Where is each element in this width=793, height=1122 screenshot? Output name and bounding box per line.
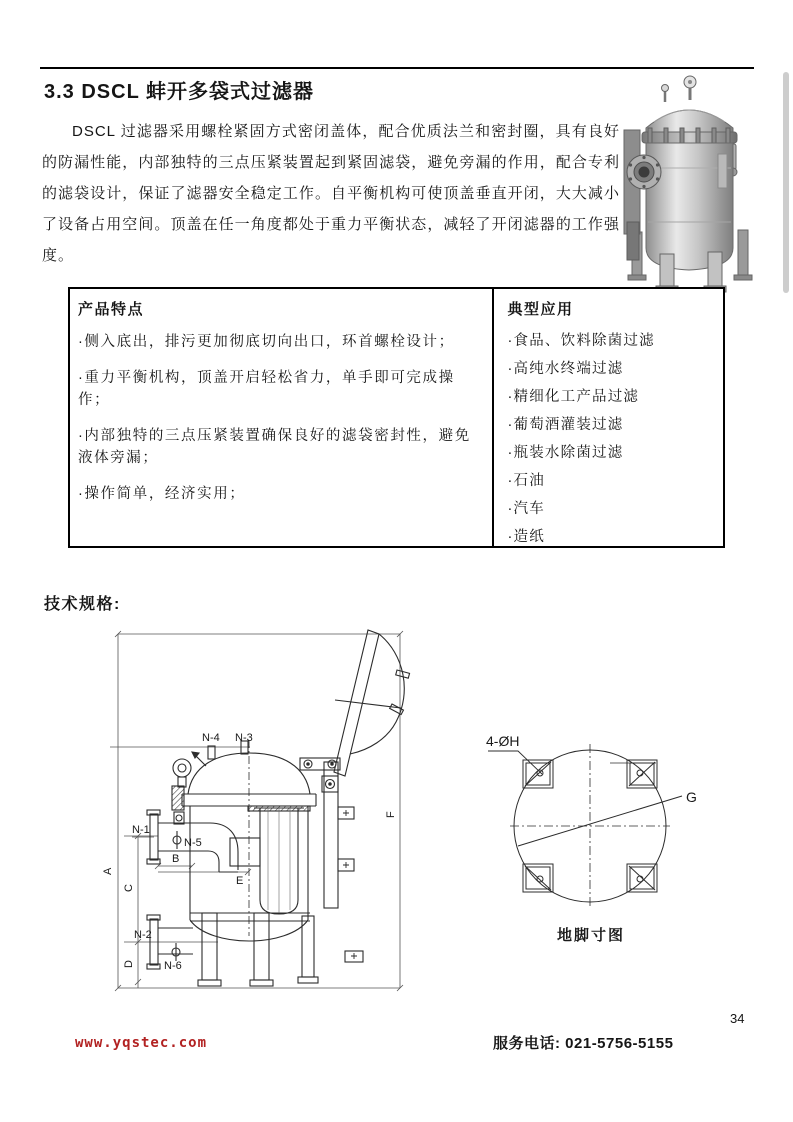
product-photo	[618, 72, 758, 294]
feature-item: ·内部独特的三点压紧装置确保良好的滤袋密封性，避免 液体旁漏；	[78, 428, 471, 466]
intro-paragraph	[42, 116, 620, 271]
section-title: 3.3 DSCL 蚌开多袋式过滤器	[44, 81, 314, 103]
application-item: ·造纸	[507, 529, 545, 545]
application-item: ·食品、饮料除菌过滤	[507, 333, 655, 349]
page-number: 34	[730, 1011, 745, 1026]
footer-website: www.yqstec.com	[75, 1035, 208, 1051]
nozzle-label-n3: N-3	[235, 732, 253, 744]
intro-text: DSCL 过滤器采用螺栓紧固方式密闭盖体，配合优质法兰和密封圈，具有良好的防漏性能，内部独特的三点压紧装置起到紧固滤袋，避免旁漏的作用，配合专利的滤袋设计，保证了滤器安全稳定工作。自平衡机构可使顶盖垂直开闭，大大减小了设备占用空间。顶盖在任一角度都处于重力平衡状态，减轻了开闭滤器的工作强度。	[42, 123, 620, 264]
application-item: ·高纯水终端过滤	[507, 361, 624, 377]
technical-drawing-side-view	[98, 620, 420, 1004]
foot-hole-label: 4-ØH	[486, 733, 520, 749]
nozzle-label-n5: N-5	[184, 837, 202, 849]
foot-g-label: G	[686, 789, 697, 805]
nozzle-label-n4: N-4	[202, 732, 220, 744]
application-item: ·石油	[507, 473, 545, 489]
applications-column	[492, 289, 723, 546]
technical-drawing-foot-plan	[460, 702, 722, 952]
feature-item: ·操作简单，经济实用；	[78, 486, 246, 502]
header-rule	[40, 67, 754, 69]
application-item: ·精细化工产品过滤	[507, 389, 640, 405]
nozzle-label-n6: N-6	[164, 960, 182, 972]
nozzle-label-n1: N-1	[132, 824, 150, 836]
dim-label-d: D	[123, 960, 135, 968]
features-header: 产品特点	[78, 301, 145, 318]
side-view-diagram	[98, 620, 420, 1004]
specs-heading: 技术规格:	[44, 596, 121, 613]
dim-label-c: C	[123, 884, 135, 892]
foot-plan-caption: 地脚寸图	[556, 927, 626, 944]
dim-label-e: E	[236, 875, 244, 887]
application-item: ·葡萄酒灌装过滤	[507, 417, 624, 433]
filter-vessel-illustration	[618, 72, 758, 294]
foot-plan-diagram	[460, 702, 722, 952]
application-item: ·汽车	[507, 501, 545, 517]
footer-service-phone: 服务电话: 021-5756-5155	[493, 1035, 674, 1052]
dim-label-a: A	[102, 867, 114, 875]
features-column	[70, 289, 492, 546]
feature-item: ·重力平衡机构，顶盖开启轻松省力，单手即可完成操作；	[78, 370, 455, 408]
applications-header: 典型应用	[507, 301, 574, 318]
scrollbar-thumb[interactable]	[783, 72, 789, 293]
nozzle-label-n2: N-2	[134, 929, 152, 941]
feature-item: ·侧入底出，排污更加彻底切向出口，环首螺栓设计；	[78, 334, 455, 350]
feature-application-table	[68, 287, 725, 548]
application-item: ·瓶装水除菌过滤	[507, 445, 624, 461]
dim-label-f: F	[385, 811, 397, 818]
dim-label-b: B	[172, 853, 180, 865]
